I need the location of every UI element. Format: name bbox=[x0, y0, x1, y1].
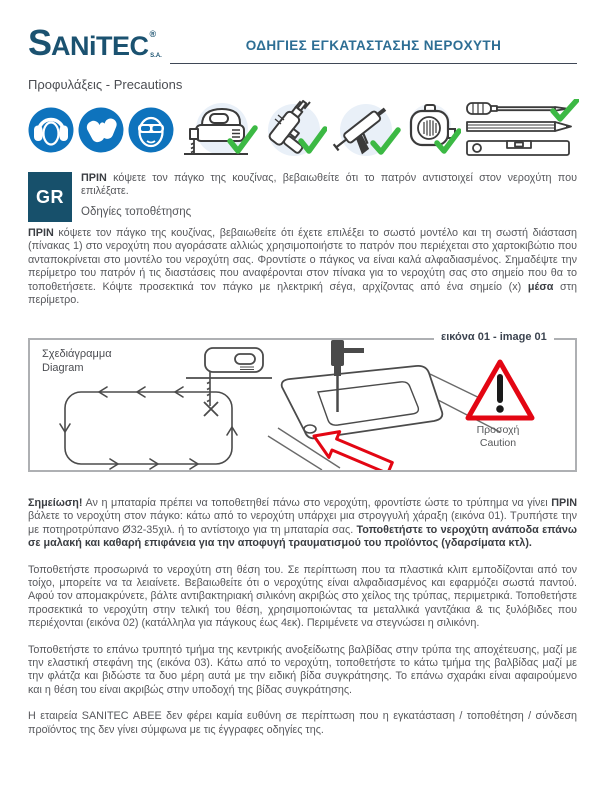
sink-illustration bbox=[268, 340, 500, 470]
language-badge: GR bbox=[28, 172, 72, 222]
drill-icon bbox=[261, 99, 327, 161]
footer-disclaimer: Η εταιρεία SANITEC ΑΒΕΕ δεν φέρει καμία ευθύνη σε περίπτωση που η εγκατάσταση / τοποθέτηση / σύνδεση προϊόντος της δεν γίνει σύμφωνα με τις έγγραφες οδηγίες της. bbox=[28, 710, 577, 736]
caulk-gun-icon bbox=[331, 99, 401, 161]
paragraph-note: Σημείωση! Αν η μπαταρία πρέπει να τοποθετηθεί πάνω στο νεροχύτη, φροντίστε ώστε το τρύπημα να γίνει ΠΡΙΝ βάλετε το νεροχύτη στον πάγκο: κάτω από το νεροχύτη υπάρχει μια στρογγυλή χάραξη (εικόνα 01). Τρυπήστε την με ποτηροτρύπανο Ø32-35χιλ. ή το αντίστοιχο για τη μπαταρία σας. Τοποθετήστε το νεροχύτη ανάποδα επάνω σε μαλακή και καθαρή επιφάνεια για την αποφυγή τραυματισμού του προϊόντος (γδαρσίματα κτλ). bbox=[28, 497, 577, 550]
figure-image-01 bbox=[28, 331, 577, 472]
warning-triangle-icon bbox=[468, 362, 532, 418]
diagram-label: Σχεδιάγραμμα Diagram bbox=[42, 348, 112, 374]
lower-text-block bbox=[28, 497, 577, 750]
paragraph-valve: Τοποθετήστε το επάνω τρυπητό τμήμα της κεντρικής ανοξείδωτης βαλβίδας στην τρύπα της αποχέτευσης, μαζί με την ελαστική στεφάνη της (εικόνα 03). Κάτω από το νεροχύτη, τοποθετήστε το κάτω τμήμα της βαλβίδας μαζί με την φλάτζα και βιδώστε τα δυο μέρη αυτά με την ειδική βίδα συγκράτησης. Το επάνω σχαράκι είναι αφαιρούμενο και η θέση του είναι ακριβώς στην υποδοχή της βίδας συγκράτησης. bbox=[28, 643, 577, 696]
gr-intro-text: ΠΡΙΝ κόψετε τον πάγκο της κουζίνας, βεβαιωθείτε ότι το πατρόν αντιστοιχεί στον νεροχύτη που επιλέξατε. Οδηγίες τοποθέτησης bbox=[81, 172, 577, 218]
gloves-icon bbox=[78, 107, 124, 153]
precautions-icons-row bbox=[28, 98, 579, 162]
image-01-label: εικόνα 01 - image 01 bbox=[434, 331, 554, 343]
jigsaw-icon bbox=[178, 99, 258, 161]
pencil-icon bbox=[467, 122, 555, 131]
header-divider bbox=[170, 63, 577, 64]
paragraph-placement: Τοποθετήστε προσωρινά το νεροχύτη στη θέση του. Σε περίπτωση που τα πλαστικά κλιπ εμποδίζονται από τον τοίχο, μπορείτε να τα λειαίνετε. Βεβαιωθείτε ότι ο νεροχύτης είναι αλφαδιασμένος και εφαρμόζει σωστά παντού. Αφού τον απομακρύνετε, βάλτε αντιβακτηριακή σιλικόνη ακριβώς στο χείλος της τρύπας, περιμετρικά. Τοποθετήστε προσεκτικά το νεροχύτη στην τελική του θέση, χρησιμοποιώντας τα μεταλλικά γαντζάκια & τις ξυλόβιδες που περιέχονται (εικόνα 02) (κατάλληλα για πάγκους έως 4εκ). Περιμένετε να στεγνώσει η σιλικόνη. bbox=[28, 563, 577, 630]
registered-mark: ® bbox=[149, 29, 157, 39]
screwdriver-icon bbox=[467, 103, 491, 114]
face-protection-icon bbox=[128, 107, 174, 153]
sanitec-logo: SANiTEC®S.A. bbox=[28, 22, 162, 63]
ear-protection-icon bbox=[28, 107, 74, 153]
gr-section bbox=[28, 172, 577, 222]
paragraph-instructions: ΠΡΙΝ κόψετε τον πάγκο της κουζίνας, βεβαιωθείτε ότι έχετε επιλέξει το σωστό μοντέλο και τη σωστή διάσταση (πίνακας 1) στο νεροχύτη που αγοράσατε αλλιώς χρησιμοποιήστε το πατρόν που περιέχεται στο χαρτοκιβώτιο που ανταποκρίνεται στο μοντέλο του νεροχύτη σας. Φροντίστε ο πάγκος να είναι καλά αλφαδιασμένος. Σημαδέψτε την περίμετρο του πατρόν ή τις διαστάσεις που αναφέρονται στον πίνακα για το νεροχύτη σας στο σημείο που θα το τοποθετήσετε. Κόψτε προσεκτικά τον πάγκο με ηλεκτρική σέγα, αρχίζοντας από ένα σημείο (x) μέσα στη περίμετρο. bbox=[28, 227, 577, 307]
logo-text: S bbox=[28, 22, 52, 63]
tape-measure-icon bbox=[405, 99, 461, 161]
caution-label: Προσοχή Caution bbox=[476, 424, 520, 449]
red-arrow bbox=[314, 432, 392, 470]
logo-sa-suffix: S.A. bbox=[150, 53, 162, 59]
jigsaw-sketch bbox=[205, 348, 263, 372]
hand-tools-icon bbox=[465, 99, 579, 161]
instructions-heading: Οδηγίες τοποθέτησης bbox=[81, 205, 192, 218]
bold-prin: ΠΡΙΝ bbox=[81, 172, 107, 184]
precautions-heading: Προφυλάξεις - Precautions bbox=[28, 77, 183, 92]
page-title: ΟΔΗΓΙΕΣ ΕΓΚΑΤΑΣΤΑΣΗΣ ΝΕΡΟΧΥΤΗ bbox=[245, 38, 502, 53]
